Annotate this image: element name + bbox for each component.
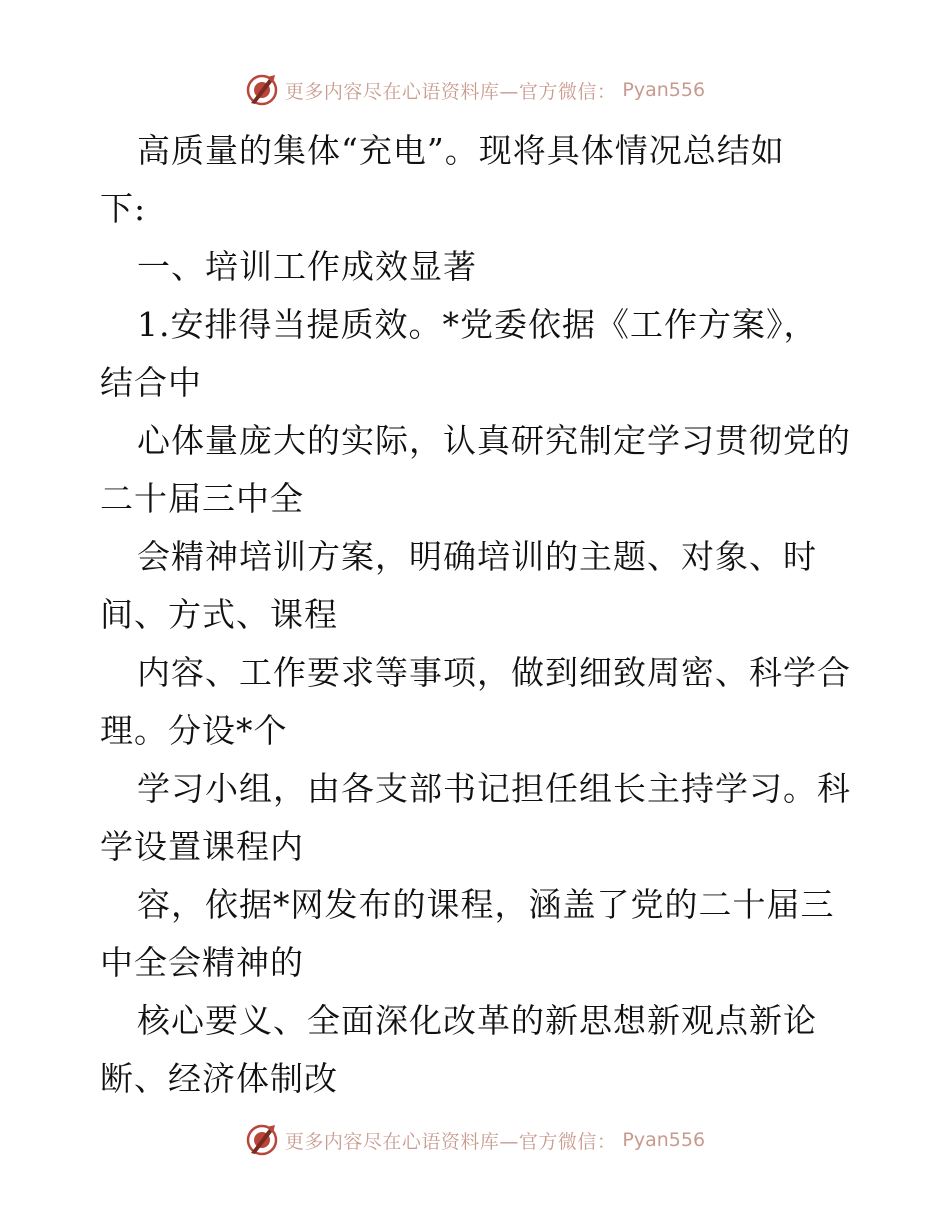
body-line: 内容、工作要求等事项，做到细致周密、科学合 (137, 653, 851, 692)
header-watermark-banner (0, 70, 950, 110)
body-line: 心体量庞大的实际，认真研究制定学习贯彻党的 (137, 421, 851, 460)
header-banner-text: 更多内容尽在心语资料库—官方微信： (284, 80, 617, 103)
body-line: 学设置课程内 (100, 827, 304, 866)
body-line: 断、经济体制改 (100, 1059, 338, 1098)
body-line: 结合中 (100, 363, 202, 402)
body-line: 中全会精神的 (100, 943, 304, 982)
body-line: 理。分设*个 (100, 711, 288, 750)
footer-watermark-banner (0, 1120, 950, 1160)
body-line: 学习小组，由各支部书记担任组长主持学习。科 (137, 769, 851, 808)
document-body (100, 122, 860, 1108)
footer-wechat-id: Pyan556 (622, 1129, 706, 1151)
body-line: 核心要义、全面深化改革的新思想新观点新论 (137, 1001, 817, 1040)
header-wechat-id: Pyan556 (622, 79, 706, 101)
quill-pen-logo-icon (245, 73, 279, 107)
body-line: 二十届三中全 (100, 479, 304, 518)
body-line: 下: (100, 189, 147, 228)
body-line: 容，依据*网发布的课程，涵盖了党的二十届三 (137, 885, 835, 924)
body-line: 会精神培训方案，明确培训的主题、对象、时 (137, 537, 817, 576)
body-line: 高质量的集体“充电”。现将具体情况总结如 (137, 131, 785, 170)
body-line: 1.安排得当提质效。*党委依据《工作方案》， (137, 305, 818, 344)
footer-banner-text: 更多内容尽在心语资料库—官方微信： (284, 1130, 617, 1153)
quill-pen-logo-icon (245, 1123, 279, 1157)
section-heading: 一、培训工作成效显著 (137, 247, 477, 286)
body-line: 间、方式、课程 (100, 595, 338, 634)
